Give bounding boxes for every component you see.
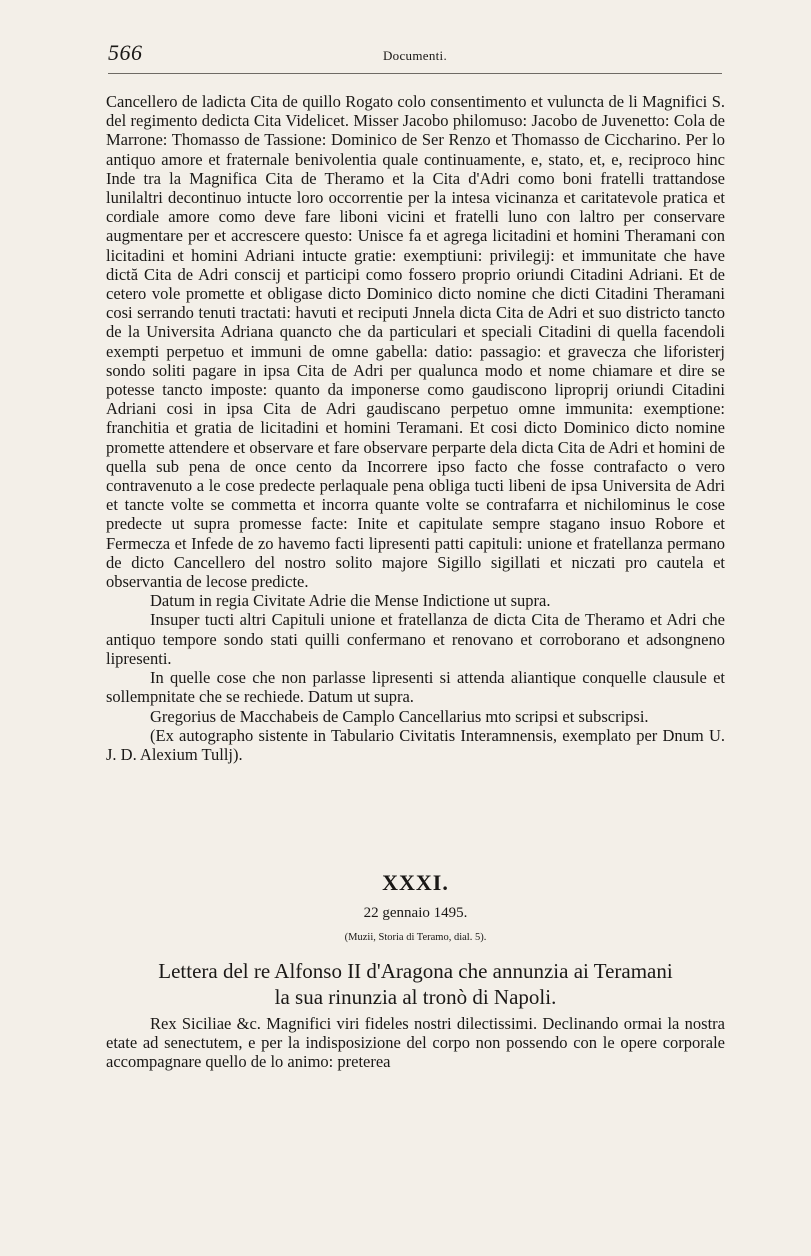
document-title-line-2: la sua rinunzia al tronò di Napoli. <box>274 985 557 1009</box>
document-title <box>106 958 725 1010</box>
document-date: 22 gennaio 1495. <box>363 905 468 921</box>
body-paragraph-5: Gregorius de Macchabeis de Camplo Cancellarius mto scripsi et subscripsi. <box>150 706 649 726</box>
document-body <box>106 92 725 764</box>
body-paragraph-4: In quelle cose che non parlasse lipresenti si attenda aliantique conquelle clausule et sollempnitate che se rechiede. Datum ut supra. <box>106 668 725 707</box>
body-paragraph-1: Cancellero de ladicta Cita de quillo Rogato colo consentimento et vuluncta de li Magnifici S. del regimento dedicta Cita Videlicet. Misser Jacobo philomuso: Jacobo de Juvenetto: Cola de Marrone: Thomasso de Tassione: Dominico de Ser Renzo et Thomasso de Ciccharino. Per lo antiquo amore et fraternale benivolentia quale continuamente, e, stato, et, e, reciproco hinc Inde tra la Magnifica Cita de Theramo et la Cita d'Adri como boni fratelli trattandose lunilaltri decontinuo intucte loro occorrentie per la intesa vicinanza et caritatevole pratica et cordiale amore como deve fare liboni vicini et fratelli luno con laltro per conservare augmentare per et accrescere questo: Unisce fa et agrega licitadini et homini Theramani con licitadini et homini Adriani intucte gratie: exemptiuni: privilegij: et immunitate che have dictă Cita de Adri conscij et participi como fossero proprio oriundi Citadini Adriani. Et de cetero vole promette et obligase dicto Dominico dicto nomine che dicti Citadini Theramani cosi serrando tenuti tractati: havuti et reciputi Jnnela dicta Cita de Adri et suo districto tancto de la Universita Adriana quancto che da particulari et speciali Citadini di quella facendoli exempti perpetuo et immuni de omne gabella: datio: passagio: et gravecza che liforisterj sondo soliti pagare in ipsa Cita de Adri per qualunca modo et nome chiamare et dire se potesse tancto imposte: quanto da imponerse como gaudiscono liproprij oriundi Citadini Adriani cosi in ipsa Cita de Adri gaudiscano perpetuo omne immunita: exemptione: franchitia et gratia de licitadini et homini Teramani. Et cosi dicto Dominico dicto nomine promette attendere et observare et fare observare perparte dela dicta Cita de Adri et homini de quella sub pena de once cento da Incorrere ipso facto che fosse contrafacto o vero contravenuto a le cose predecte perlaquale pena obliga tucti libeni de ipsa Universita de Adri et tancte volte se commetta et incorra quante volte se contrafarra et nichilominus le cose predecte ut supra promesse facte: Inite et capitulate sempre stagano insuo Robore et Fermecza et Infede de zo havemo facti lipresenti patti capituli: unione et fratellanza permano de dicto Cancellero del nostro solito majore Sigillo sigillati et niczati pro cautela et observantia de lecose predicte. <box>106 92 725 592</box>
letter-body <box>106 1014 725 1072</box>
page-header <box>108 38 722 72</box>
document-source: (Muzii, Storia di Teramo, dial. 5). <box>344 932 487 943</box>
body-paragraph-6: (Ex autographo sistente in Tabulario Civitatis Interamnensis, exemplato per Dnum U. J. D. Alexium Tullj). <box>106 725 725 764</box>
document-title-line-1: Lettera del re Alfonso II d'Aragona che annunzia ai Teramani <box>158 959 673 983</box>
page-number: 566 <box>108 40 143 65</box>
running-head: Documenti. <box>382 48 447 63</box>
document-number: XXXI. <box>382 870 449 895</box>
header-rule <box>108 73 722 74</box>
letter-paragraph: Rex Siciliae &c. Magnifici viri fideles nostri dilectissimi. Declinando ormai la nostra etate ad senectutem, e per la indisposizione del corpo non possendo con le opere corporale accompagnare quello de lo animo: preterea <box>106 1014 725 1072</box>
body-paragraph-3: Insuper tucti altri Capituli unione et fratellanza de dicta Cita de Theramo et Adri che antiquo tempore sondo stati quilli confermano et renovano et corroborano et adsongneno lipresenti. <box>106 610 725 668</box>
body-paragraph-2: Datum in regia Civitate Adrie die Mense Indictione ut supra. <box>150 591 551 611</box>
